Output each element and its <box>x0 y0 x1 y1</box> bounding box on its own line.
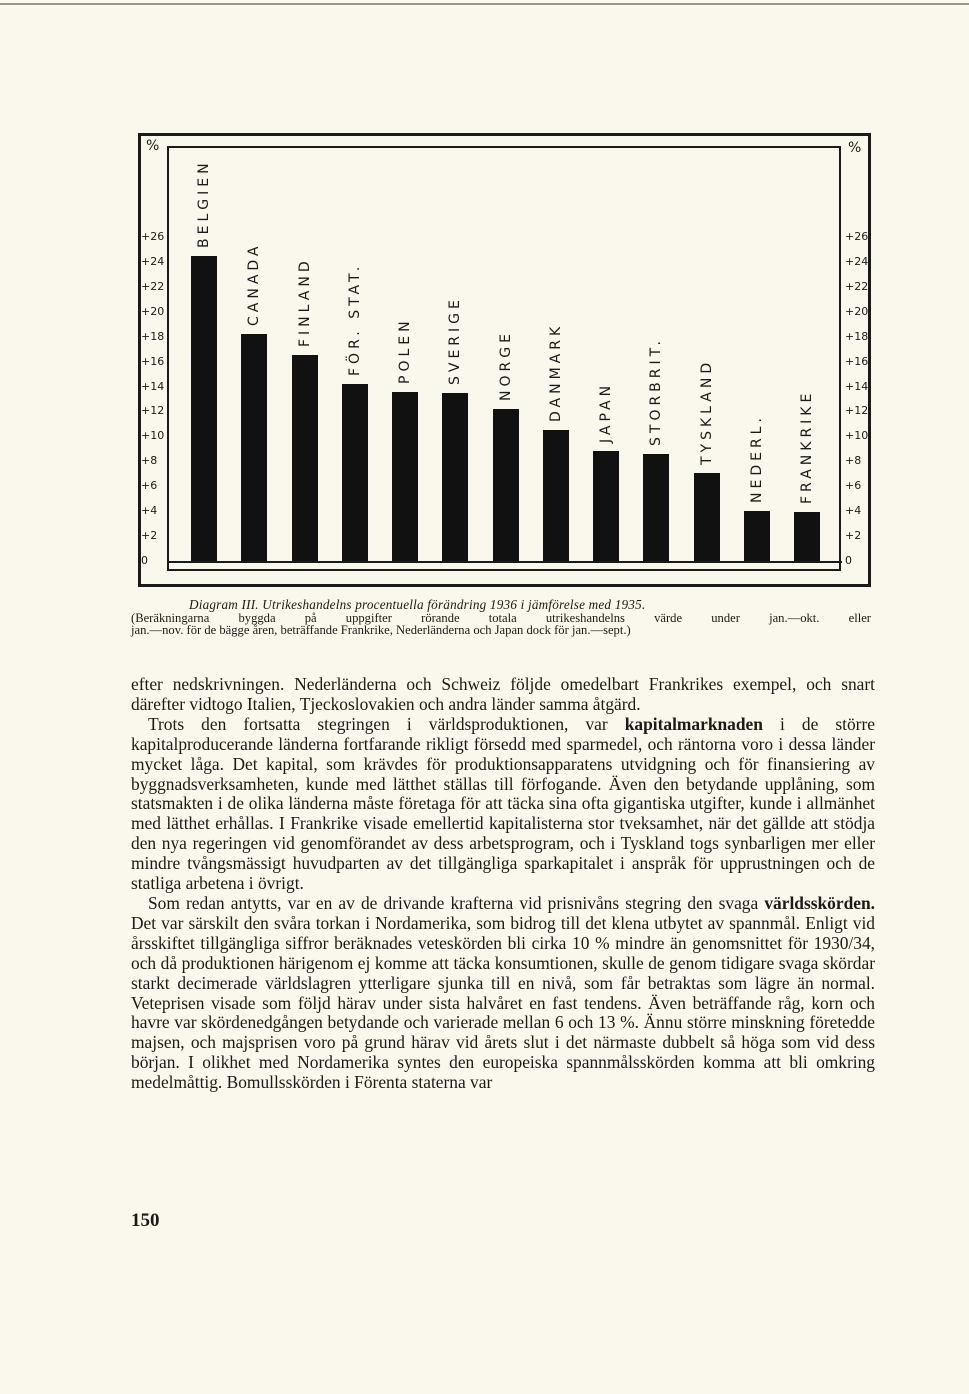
bar-sverige <box>442 393 468 561</box>
bar-för-stat <box>342 384 368 561</box>
bar-label: FINLAND <box>296 257 313 348</box>
caption-note-line-2: jan.—nov. för de bägge åren, beträffande Frankrike, Nederländerna och Japan dock för jan.—sept.) <box>131 623 631 637</box>
body-text <box>131 675 875 1093</box>
y-tick-label-left: +2 <box>141 529 158 543</box>
y-tick-label-left: +24 <box>141 254 165 268</box>
paragraph-2-keyword: kapitalmarknaden <box>624 713 763 734</box>
bar-polen <box>392 392 418 561</box>
bar-label: NEDERL. <box>748 414 765 504</box>
bar-belgien <box>191 256 217 561</box>
paragraph-3-text-b: Det var särskilt den svåra torkan i Nordamerika, som bidrog till det klena utbytet av spannmål. Enligt vid årsskiftet tillgängliga siffror beräknades veteskörden bli cirka 10 % mindre än genomsnittet för 1930/34, och då produktionen härigenom ej komme att täcka konsumtionen, skulle de genom tidigare svaga skördar starkt decimerade världslagren ytterligare sjunka till en nivå, som får betraktas som lägre än normal. Veteprisen visade som följd härav under sista halvåret en fast tendens. Även beträffande råg, korn och havre var skördenedgången betydande och varierade mellan 6 och 13 %. Ännu större minskning företedde majsen, och majsprisen voro på grund härav vid årets slut i det närmaste dubbelt så höga som vid dess början. I olikhet med Nordamerika syntes den europeiska spannmålsskörden komma att bli omkring medelmåttig. Bomullsskörden i Förenta staterna var <box>131 912 875 1093</box>
y-tick-label-right: +6 <box>845 479 862 493</box>
y-axis-unit-left: % <box>146 138 160 154</box>
bar-label: STORBRIT. <box>648 336 665 446</box>
y-tick-label-right: +4 <box>845 504 862 518</box>
y-tick-label-left: +16 <box>141 354 165 368</box>
y-axis-unit-right: % <box>848 140 862 156</box>
caption-note-line-1: (Beräkningarna byggda på uppgifter rörande totala utrikeshandelns värde under jan.—okt. eller <box>131 611 871 625</box>
bar-label: JAPAN <box>598 382 614 444</box>
y-tick-label-right: +10 <box>845 429 869 443</box>
y-tick-label-right: +26 <box>845 230 869 244</box>
bar-japan <box>593 451 619 561</box>
figure-caption-note <box>131 612 871 636</box>
y-tick-label-left: +26 <box>141 230 165 244</box>
paragraph-2-text-b: i de större kapitalproducerande länderna fortfarande rikligt försedd med sparmedel, och räntorna voro i dessa länder mycket låga. Det kapital, som krävdes för produktionsapparatens utvidgning och för finansiering av byggnadsverksamheten, kunde med lätthet ställas till förfogande. Även den betydande upplåning, som statsmakten i de olika länderna måste företaga för att täcka sina ofta gigantiska utgifter, kunde i allmänhet med lätthet erhållas. I Frankrike visade emellertid kapitalisterna stor tveksamhet, när det gällde att stödja den nya regeringen vid genomförandet av dess arbetsprogram, och i Tyskland togs synbarligen mer eller mindre tvångsmässigt huvudparten av det tillgängliga sparkapitalet i anspråk för upprustningen och de statliga arbetena i övrigt. <box>131 713 875 894</box>
y-tick-label-left: +8 <box>141 454 158 468</box>
figure-caption-title: Diagram III. Utrikeshandelns procentuella förändring 1936 i jämförelse med 1935. <box>189 597 646 612</box>
y-tick-label-right: +22 <box>845 279 869 293</box>
bar-storbrit <box>643 454 669 561</box>
paragraph-3-keyword: världsskörden. <box>764 892 875 913</box>
y-tick-label-left: 0 <box>141 554 148 567</box>
bar-finland <box>292 355 318 561</box>
paragraph-2-text-a: Trots den fortsatta stegringen i världsproduktionen, var <box>148 713 625 734</box>
chart-baseline <box>167 561 842 563</box>
bar-tyskland <box>694 473 720 561</box>
bar-danmark <box>543 430 569 561</box>
paragraph-1: efter nedskrivningen. Nederländerna och Schweiz följde omedelbart Frankrikes exempel, och snart därefter vidtogo Italien, Tjeckoslovakien och andra länder samma åtgärd. <box>131 674 875 714</box>
y-tick-label-right: +16 <box>845 354 869 368</box>
y-tick-label-left: +14 <box>141 379 165 393</box>
y-tick-label-left: +12 <box>141 404 165 418</box>
y-tick-label-right: +18 <box>845 329 869 343</box>
y-tick-label-right: 0 <box>845 554 852 567</box>
bar-norge <box>493 409 519 561</box>
y-tick-label-left: +22 <box>141 279 165 293</box>
y-tick-label-right: +24 <box>845 254 869 268</box>
y-tick-label-left: +10 <box>141 429 165 443</box>
bar-label: CANADA <box>246 242 263 327</box>
bar-label: FÖR. STAT. <box>346 262 363 377</box>
bar-label: POLEN <box>397 316 413 384</box>
bar-label: NORGE <box>497 330 514 401</box>
bar-label: FRANKRIKE <box>799 390 815 505</box>
y-tick-label-right: +2 <box>845 529 862 543</box>
scan-edge-line <box>0 3 969 5</box>
bar-label: SVERIGE <box>447 295 464 385</box>
y-tick-label-left: +18 <box>141 329 165 343</box>
bar-nederl <box>744 511 770 561</box>
bar-label: DANMARK <box>547 323 564 423</box>
bar-label: TYSKLAND <box>698 358 715 465</box>
y-tick-label-left: +4 <box>141 504 158 518</box>
y-tick-label-right: +14 <box>845 379 869 393</box>
bar-label: BELGIEN <box>196 159 212 248</box>
y-tick-label-left: +6 <box>141 479 158 493</box>
y-tick-label-right: +20 <box>845 304 869 318</box>
page-number: 150 <box>131 1210 160 1231</box>
bar-canada <box>241 334 267 561</box>
paragraph-3-text-a: Som redan antytts, var en av de drivande krafterna vid prisnivåns stegring den svaga <box>148 892 765 913</box>
y-tick-label-right: +12 <box>845 404 869 418</box>
bar-frankrike <box>794 512 820 561</box>
y-tick-label-right: +8 <box>845 454 862 468</box>
paragraph-3 <box>131 894 875 1093</box>
y-tick-label-left: +20 <box>141 304 165 318</box>
paragraph-2 <box>131 715 875 894</box>
